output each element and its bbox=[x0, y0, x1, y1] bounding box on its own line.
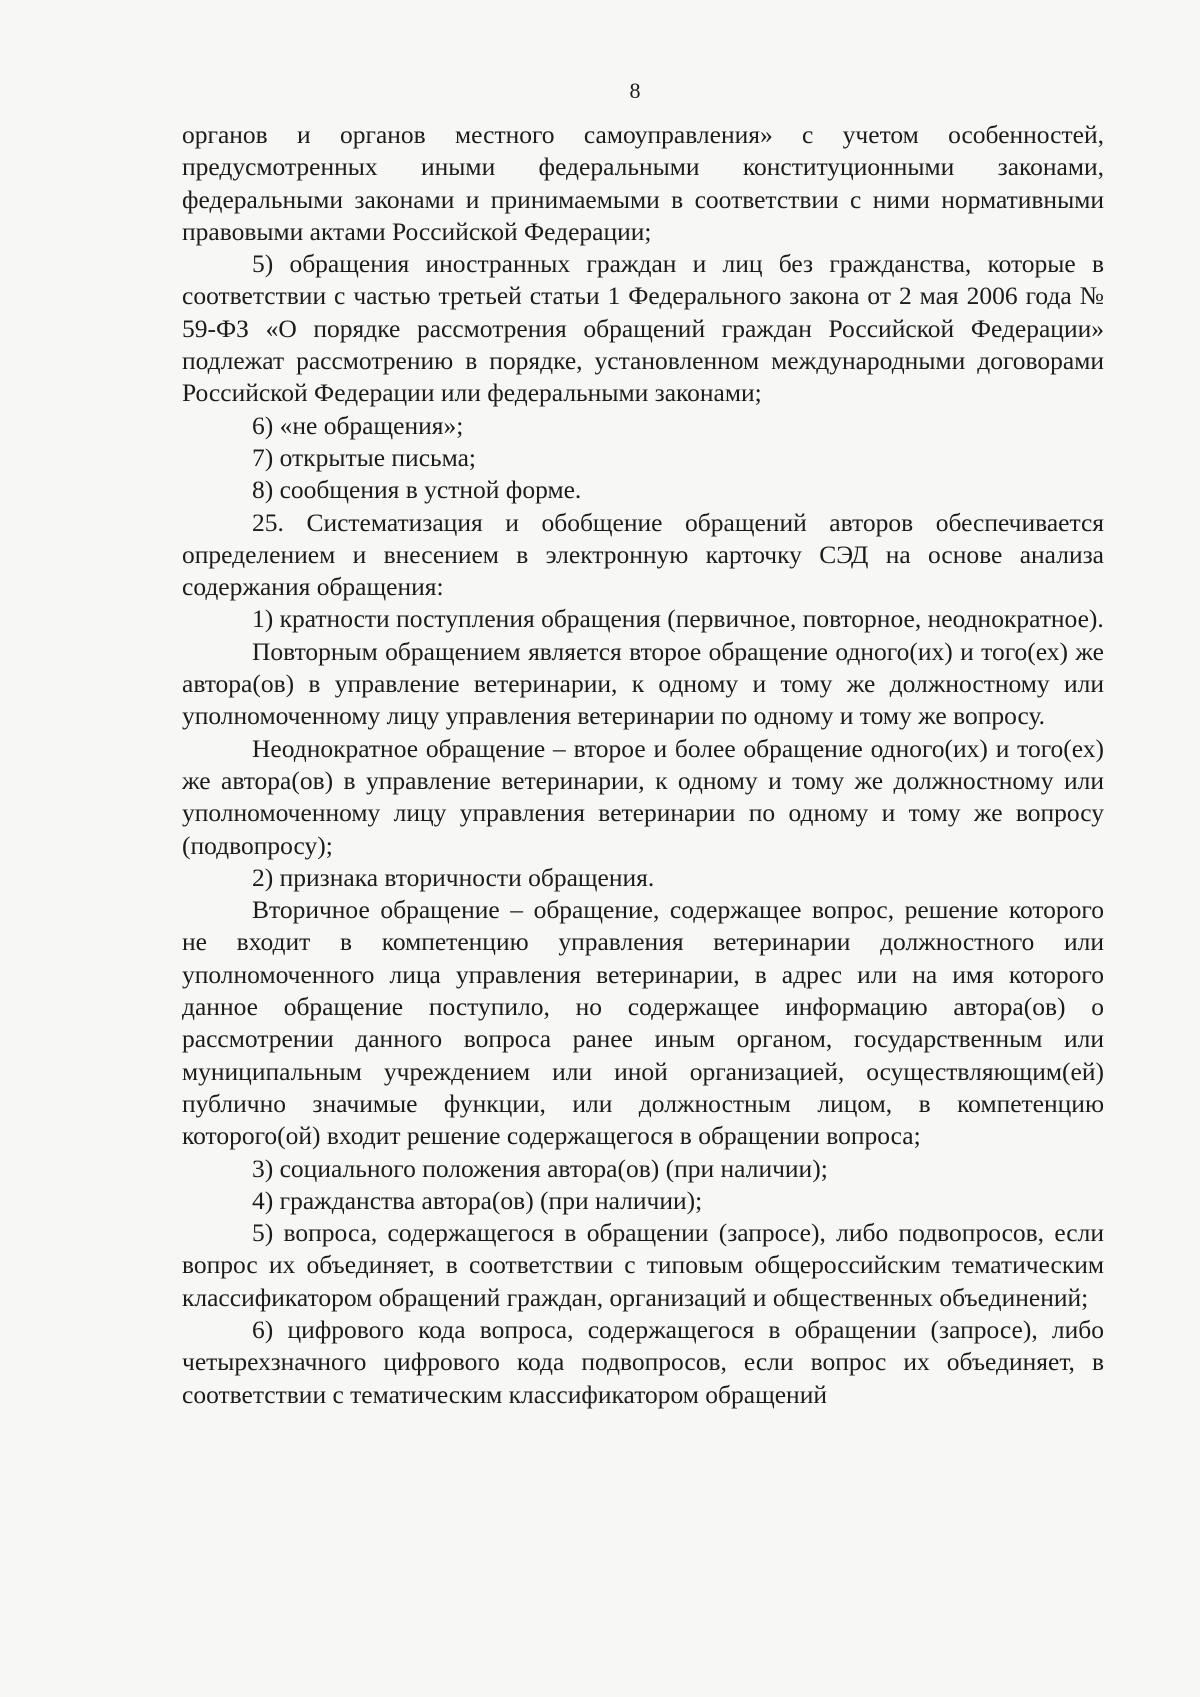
paragraph: 2) признака вторичности обращения. bbox=[252, 862, 655, 892]
paragraph: 6) цифрового кода вопроса, содержащегося в обращении (запросе), либо четырехзначного цифрового кода подвопросов, если вопрос их объединяет, в соответствии с тематическим классификатором обращений bbox=[182, 1314, 1104, 1409]
paragraph: 5) обращения иностранных граждан и лиц без гражданства, которые в соответствии с частью третьей статьи 1 Федерального закона от 2 мая 2006 года № 59-ФЗ «О порядке рассмотрения обращений граждан Российской Федерации» подлежат рассмотрению в порядке, установленном международными договорами Российской Федерации или федеральными законами; bbox=[182, 249, 1104, 408]
paragraph: 25. Систематизация и обобщение обращений авторов обеспечивается определением и внесением в электронную карточку СЭД на основе анализа содержания обращения: bbox=[182, 507, 1104, 602]
paragraph: 5) вопроса, содержащегося в обращении (запросе), либо подвопросов, если вопрос их объединяет, в соответствии с типовым общероссийским тематическим классификатором обращений граждан, организаций и общественных объединений; bbox=[182, 1218, 1104, 1312]
paragraph: Вторичное обращение – обращение, содержащее вопрос, решение которого не входит в компетенцию управления ветеринарии должностного или уполномоченного лица управления ветеринарии, в адрес или на имя которого данное обращение поступило, но содержащее информацию автора(ов) о рассмотрении данного вопроса ранее иным органом, государственным или муниципальным учреждением или иной организацией, осуществляющим(ей) публично значимые функции, или должностным лицом, в компетенцию которого(ой) входит решение содержащегося в обращении вопроса; bbox=[182, 895, 1104, 1151]
page-number: 8 bbox=[629, 78, 641, 103]
paragraph: 7) открытые письма; bbox=[252, 442, 477, 472]
paragraph: 8) сообщения в устной форме. bbox=[252, 475, 582, 505]
paragraph: 1) кратности поступления обращения (первичное, повторное, неоднократное). bbox=[252, 604, 1104, 634]
paragraph: 4) гражданства автора(ов) (при наличии); bbox=[252, 1185, 703, 1215]
paragraph: 3) социального положения автора(ов) (при наличии); bbox=[252, 1153, 828, 1183]
paragraph: 6) «не обращения»; bbox=[252, 410, 464, 440]
paragraph: органов и органов местного самоуправления» с учетом особенностей, предусмотренных иными федеральными конституционными законами, федеральными законами и принимаемыми в соответствии с ними нормативными правовыми актами Российской Федерации; bbox=[182, 120, 1104, 246]
paragraph: Повторным обращением является второе обращение одного(их) и того(ех) же автора(ов) в управление ветеринарии, к одному и тому же должностному или уполномоченному лицу управления ветеринарии по одному и тому же вопросу. bbox=[182, 636, 1104, 731]
paragraph: Неоднократное обращение – второе и более обращение одного(их) и того(ех) же автора(ов) в управление ветеринарии, к одному и тому же должностному или уполномоченному лицу управления ветеринарии по одному и тому же вопросу (подвопросу); bbox=[182, 733, 1104, 860]
document-body bbox=[182, 119, 1104, 1411]
